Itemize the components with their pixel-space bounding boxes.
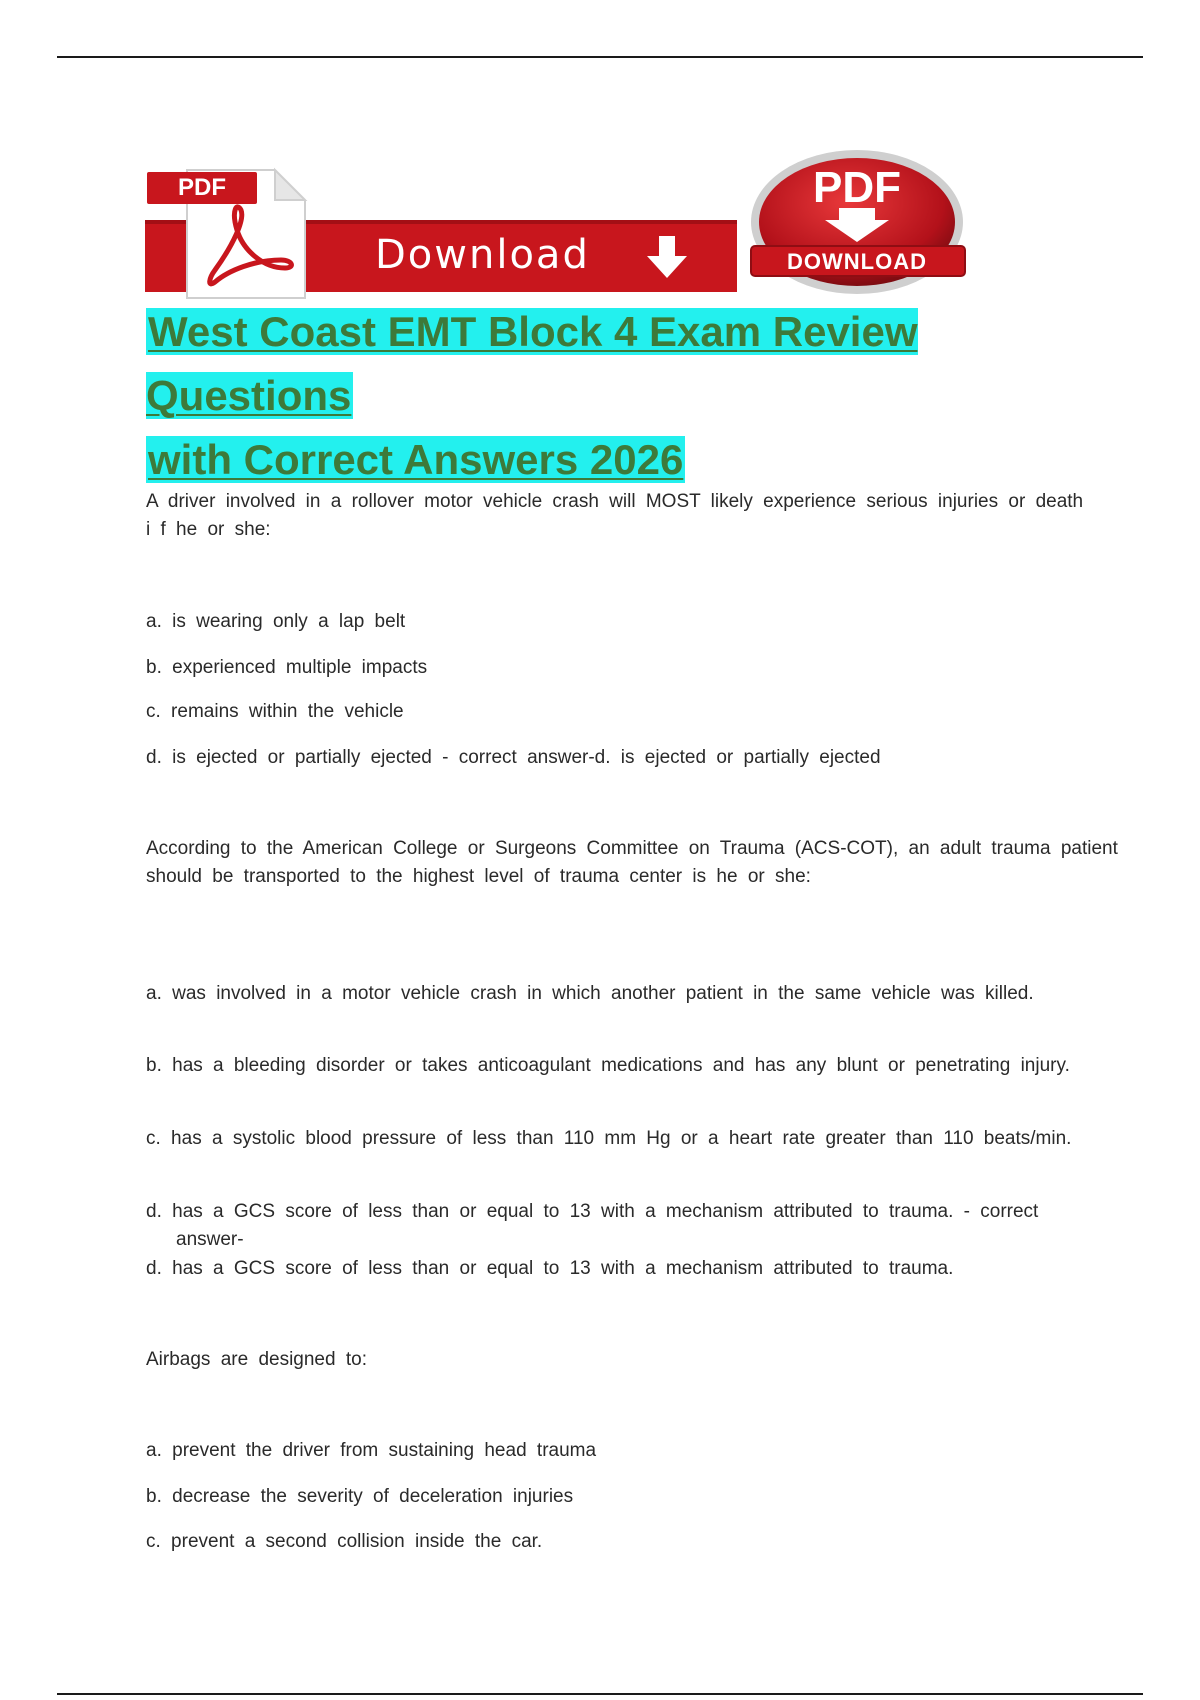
badge-download-text: DOWNLOAD bbox=[787, 249, 927, 274]
question-1-option-b: b. experienced multiple impacts bbox=[146, 657, 428, 678]
document-title bbox=[146, 300, 1126, 492]
pdf-tag: PDF bbox=[147, 172, 257, 204]
pdf-download-banner[interactable] bbox=[145, 150, 975, 300]
question-3-option-c: c. prevent a second collision inside the car. bbox=[146, 1531, 543, 1552]
question-2-stem: According to the American College or Surgeons Committee on Trauma (ACS-COT), an adult trauma patient should be transported to the highest level of trauma center is he or she: bbox=[146, 838, 1118, 887]
question-2-option-a: a. was involved in a motor vehicle crash in which another patient in the same vehicle was killed. bbox=[146, 983, 1034, 1004]
question-1-stem: A driver involved in a rollover motor vehicle crash will MOST likely experience serious injuries or death i f he or she: bbox=[146, 491, 1084, 540]
question-3-option-a: a. prevent the driver from sustaining head trauma bbox=[146, 1440, 597, 1461]
question-1-option-c: c. remains within the vehicle bbox=[146, 701, 404, 722]
bottom-rule bbox=[57, 1693, 1143, 1695]
title-line-2: with Correct Answers 2026 bbox=[148, 436, 684, 483]
question-2-option-c: c. has a systolic blood pressure of less than 110 mm Hg or a heart rate greater than 110 beats/min. bbox=[146, 1128, 1072, 1149]
top-rule bbox=[57, 56, 1143, 58]
download-label: Download bbox=[375, 232, 590, 278]
download-arrow-icon bbox=[645, 236, 689, 282]
question-3-option-b: b. decrease the severity of deceleration injuries bbox=[146, 1486, 574, 1507]
question-3-stem: Airbags are designed to: bbox=[146, 1349, 367, 1370]
question-1-option-d: d. is ejected or partially ejected - correct answer-d. is ejected or partially ejected bbox=[146, 747, 881, 768]
pdf-download-badge[interactable] bbox=[747, 150, 971, 300]
question-2-option-d: d. has a GCS score of less than or equal to 13 with a mechanism attributed to trauma. - correct answer- bbox=[146, 1201, 1039, 1250]
question-2-option-b: b. has a bleeding disorder or takes anticoagulant medications and has any blunt or penetrating injury. bbox=[146, 1055, 1070, 1076]
title-line-1: West Coast EMT Block 4 Exam Review Questions bbox=[146, 308, 918, 419]
badge-pdf-text: PDF bbox=[813, 163, 901, 212]
question-1-option-a: a. is wearing only a lap belt bbox=[146, 611, 406, 632]
question-2-correct-answer: d. has a GCS score of less than or equal to 13 with a mechanism attributed to trauma. bbox=[146, 1258, 954, 1279]
